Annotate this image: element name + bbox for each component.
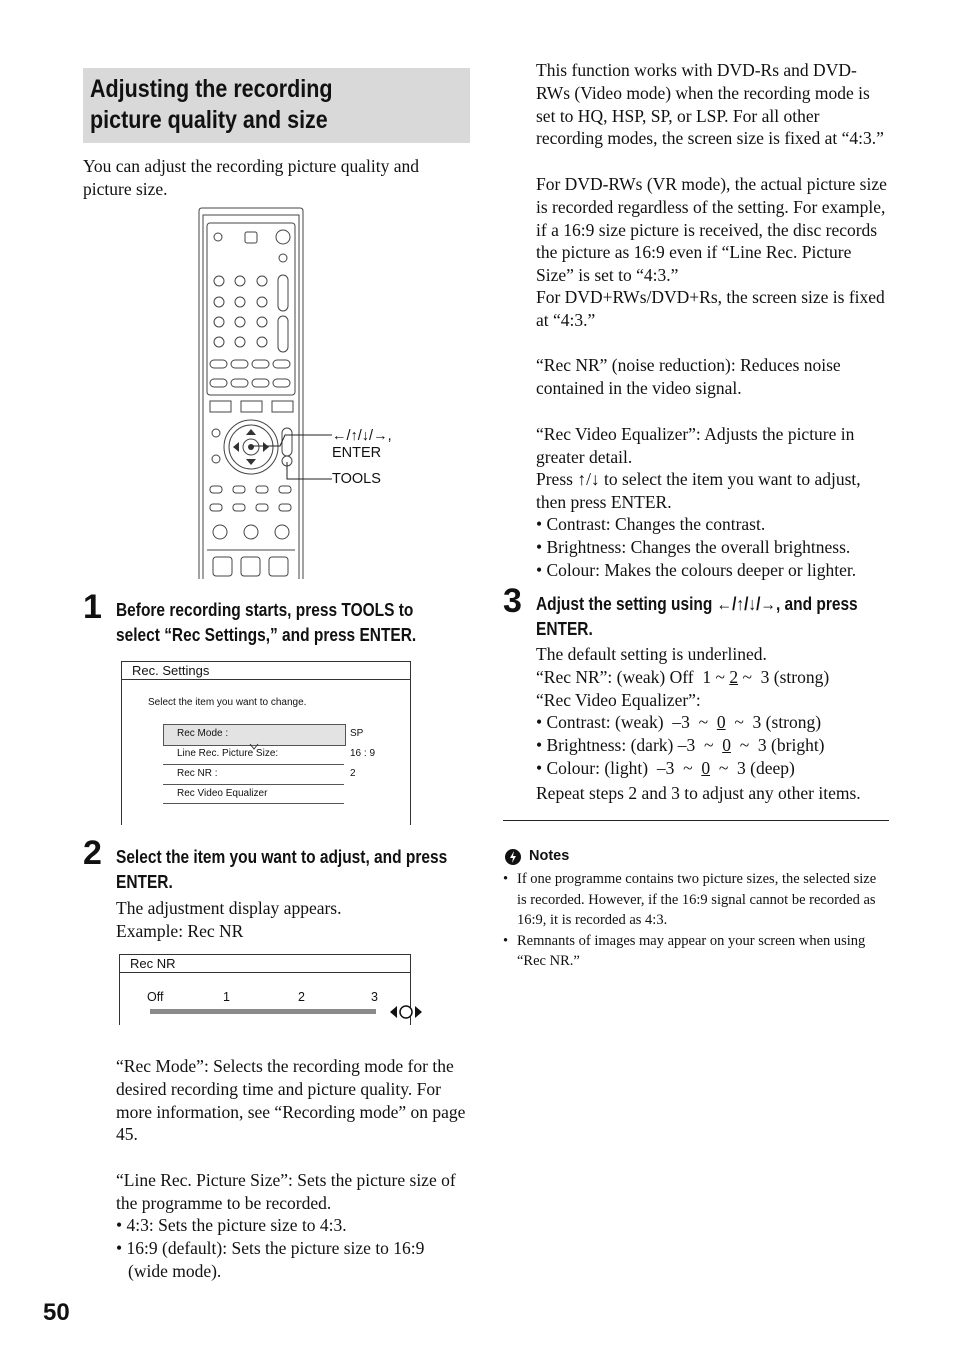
rec-settings-row-label[interactable]: Rec Mode : [177,728,229,739]
remote-control-illustration [196,207,308,579]
notes-item: • If one programme contains two picture sizes, the selected size is recorded. However, if the 16:9 signal cannot be recorded as 16:9, it is recorded as 4:3. [503,871,877,928]
arrows-label: ←/↑/↓/→, [332,428,392,444]
rec-settings-row-value: SP [350,728,364,739]
rec-video-eq-description: “Rec Video Equalizer”: Adjusts the picture in greater detail. [536,424,855,467]
dvd-r-note: This function works with DVD-Rs and DVD-RWs (Video mode) when the recording mode is set to HQ, HSP, SP, or LSP. For all other recording modes, the screen size is fixed at “4:3.” [536,60,884,149]
step-2-heading: Select the item you want to adjust, and press ENTER. [116,847,448,892]
rec-settings-row-label[interactable]: Rec Video Equalizer [177,788,268,799]
rec-nr-slider-track[interactable] [150,1009,376,1014]
remote-callout-lines [250,425,335,485]
step-1-number: 1 [83,588,102,626]
rec-settings-row-value: 2 [350,768,356,779]
dvd-rw-vr-note: For DVD-RWs (VR mode), the actual picture size is recorded regardless of the setting. For example, if a 16:9 size picture is received, the disc records the picture as 16:9 even if “Line Rec. Picture Size” is set to “4:3.” [536,174,887,286]
step-2-number: 2 [83,834,102,872]
select-item-instruction: Press ↑/↓ to select the item you want to adjust, then press ENTER. [536,469,861,512]
step-3-heading: Adjust the setting using ←/↑/↓/→, and press ENTER. [536,594,858,639]
colour-range: • Colour: (light) –3 ~ 0 ~ 3 (deep) [536,758,795,778]
brightness-bullet: • Brightness: Changes the overall brightness. [536,537,851,557]
brightness-range: • Brightness: (dark) –3 ~ 0 ~ 3 (bright) [536,735,825,755]
step-2-body: The adjustment display appears. [116,898,342,918]
rec-nr-tick: 3 [371,990,378,1004]
notes-item: • Remnants of images may appear on your screen when using “Rec NR.” [503,932,866,969]
row-divider [163,784,344,785]
step-3-number: 3 [503,582,522,620]
notes-divider [503,820,889,821]
rec-settings-row-label[interactable]: Line Rec. Picture Size: [177,748,279,759]
contrast-range: • Contrast: (weak) –3 ~ 0 ~ 3 (strong) [536,712,822,732]
rec-mode-description: “Rec Mode”: Selects the recording mode for the desired recording time and picture quality. For more information, see “Recording mode” on page 45. [116,1056,466,1145]
notes-title: Notes [529,848,570,864]
intro-text: You can adjust the recording picture quality and picture size. [83,156,419,199]
colour-bullet: • Colour: Makes the colours deeper or lighter. [536,560,857,580]
rec-nr-description: “Rec NR” (noise reduction): Reduces noise contained in the video signal. [536,355,841,398]
rec-nr-title: Rec NR [120,955,410,973]
enter-label: ENTER [332,445,382,461]
row-divider [163,764,344,765]
rec-nr-tick: 2 [298,990,305,1004]
slider-knob-icon[interactable] [389,1002,423,1022]
rec-video-eq-label: “Rec Video Equalizer”: [536,690,701,710]
dvd-plus-note: For DVD+RWs/DVD+Rs, the screen size is fixed at “4:3.” [536,287,885,330]
notes-icon [504,848,522,866]
default-underlined-note: The default setting is underlined. [536,644,767,664]
bullet-16-9: • 16:9 (default): Sets the picture size to 16:9 (wide mode). [116,1238,425,1281]
rec-settings-row-value: 16 : 9 [350,748,376,759]
contrast-bullet: • Contrast: Changes the contrast. [536,514,766,534]
line-rec-description: “Line Rec. Picture Size”: Sets the picture size of the programme to be recorded. [116,1170,456,1213]
section-heading: Adjusting the recording picture quality and size [90,75,333,134]
rec-settings-row-label[interactable]: Rec NR : [177,768,218,779]
step-2-example: Example: Rec NR [116,921,244,941]
page-number: 50 [43,1299,70,1326]
bullet-4-3: • 4:3: Sets the picture size to 4:3. [116,1215,347,1235]
repeat-instruction: Repeat steps 2 and 3 to adjust any other items. [536,783,861,803]
rec-nr-range: “Rec NR”: (weak) Off 1 ~ 2 ~ 3 (strong) [536,667,830,687]
step-1-heading: Before recording starts, press TOOLS to select “Rec Settings,” and press ENTER. [116,600,417,645]
rec-settings-prompt: Select the item you want to change. [148,697,307,708]
row-divider [163,803,344,804]
rec-settings-title: Rec. Settings [122,662,410,680]
tools-label: TOOLS [332,471,381,487]
notes-list [503,869,889,972]
rec-nr-tick: Off [147,990,164,1004]
scroll-down-icon [249,743,259,751]
rec-nr-tick: 1 [223,990,230,1004]
